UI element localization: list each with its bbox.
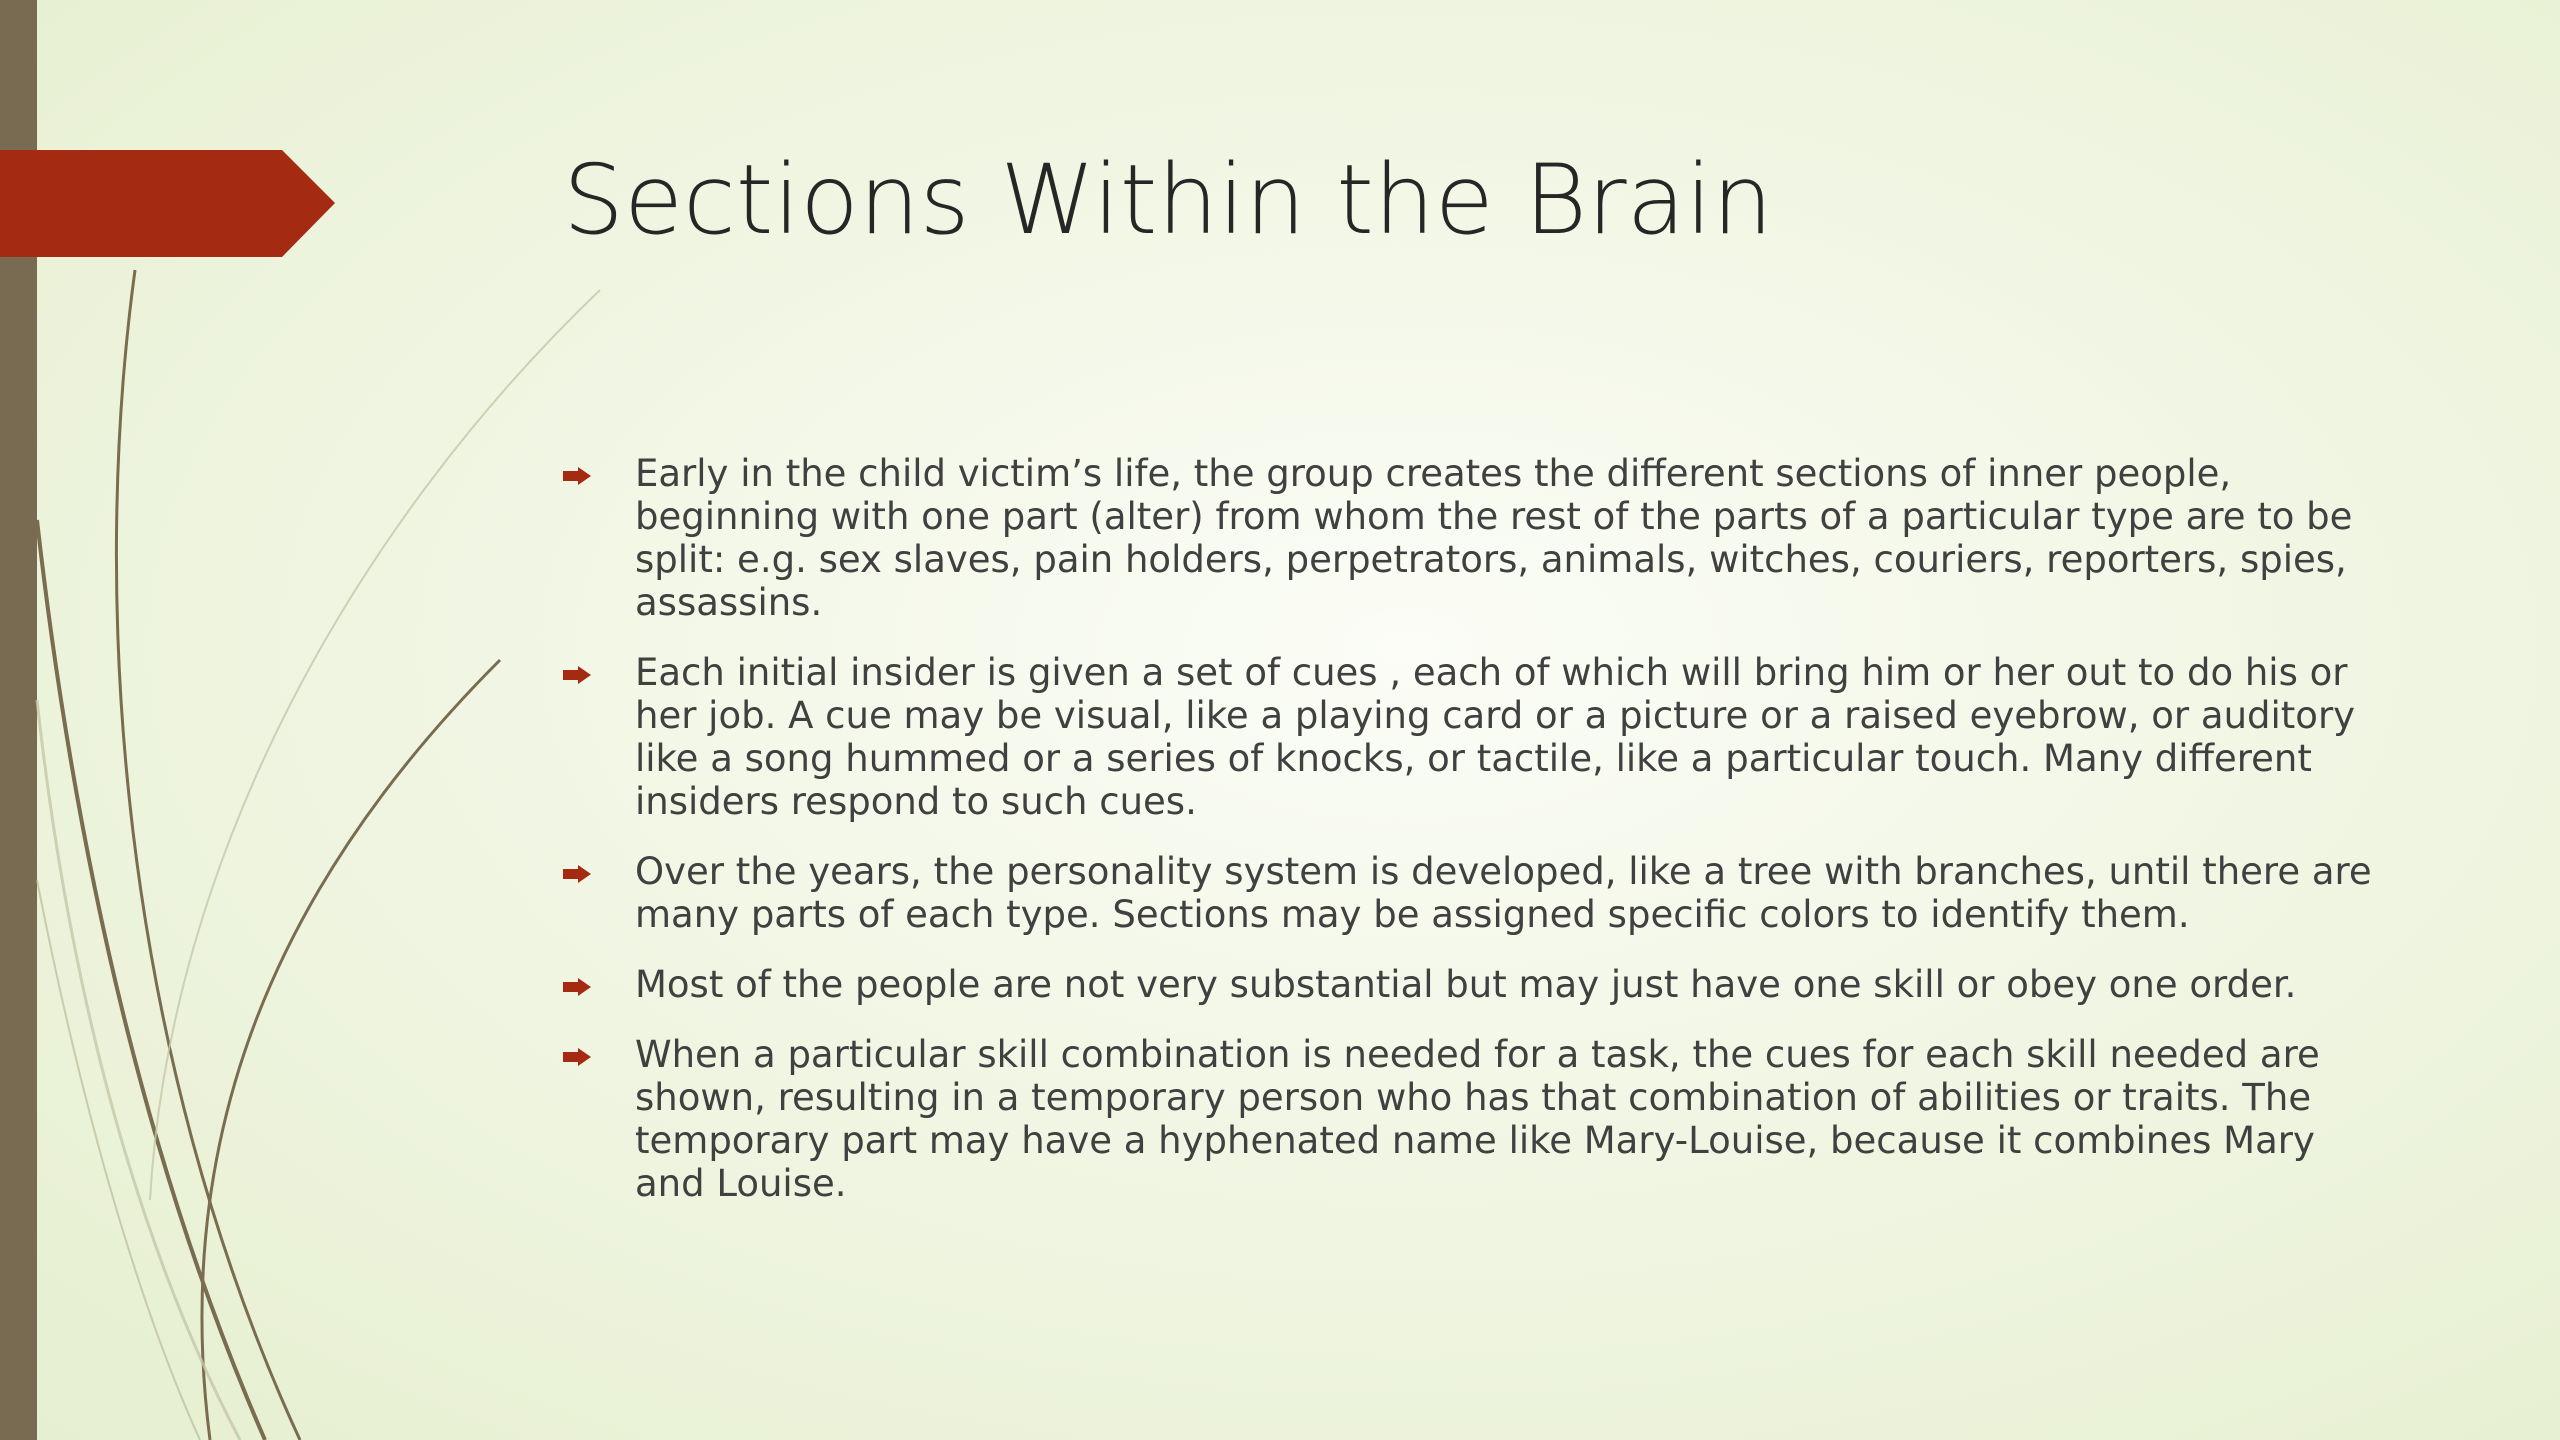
arrow-bullet-icon [563,666,591,684]
bullet-text: Early in the child victim’s life, the group creates the different sections of inner people, beginning with one part (alter) from whom the rest of the parts of a particular type are to be split: e.g. sex slaves, pain holders, perpetrators, animals, witches, couriers, reporters, spies, assassins. [635,452,2353,624]
arrow-bullet-icon [563,1048,591,1066]
bullet-text: Most of the people are not very substantial but may just have one skill or obey one order. [635,963,2297,1006]
title-arrow-banner [0,150,335,257]
list-item [563,651,2393,823]
list-item [563,850,2393,936]
bullet-list [563,452,2393,1232]
arrow-bullet-icon [563,978,591,996]
list-item [563,452,2393,624]
list-item [563,963,2393,1006]
bullet-text: Over the years, the personality system is developed, like a tree with branches, until there are many parts of each type. Sections may be assigned specific colors to identify them. [635,850,2372,936]
bullet-text: When a particular skill combination is needed for a task, the cues for each skill needed are shown, resulting in a temporary person who has that combination of abilities or traits. The temporary part may have a hyphenated name like Mary-Louise, because it combines Mary and Louise. [635,1033,2320,1205]
list-item [563,1033,2393,1205]
arrow-bullet-icon [563,865,591,883]
slide-title: Sections Within the Brain [563,144,1773,256]
arrow-bullet-icon [563,467,591,485]
bullet-text: Each initial insider is given a set of cues , each of which will bring him or her out to do his or her job. A cue may be visual, like a playing card or a picture or a raised eyebrow, or auditory like a song hummed or a series of knocks, or tactile, like a particular touch. Many different insiders respond to such cues. [635,651,2356,823]
